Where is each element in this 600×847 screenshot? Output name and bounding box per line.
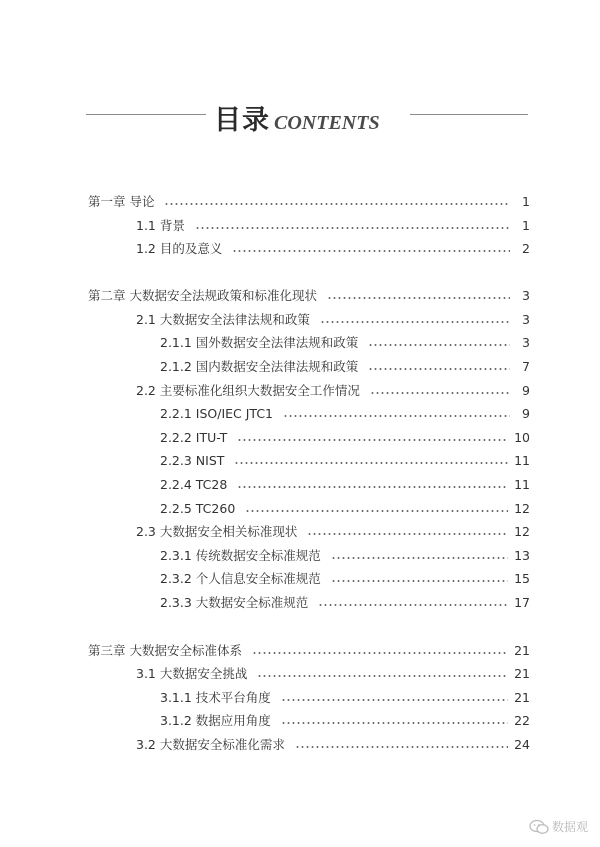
dot-leader [237, 486, 508, 488]
dot-leader [257, 675, 508, 677]
title-english: CONTENTS [274, 112, 380, 134]
toc-page-number: 9 [522, 406, 530, 421]
dot-leader [320, 321, 510, 323]
toc-page-number: 7 [522, 359, 530, 374]
toc-page-number: 21 [514, 643, 530, 658]
toc-label: 3.1.2 数据应用角度 [160, 713, 271, 728]
toc-page-number: 3 [522, 335, 530, 350]
dot-leader [368, 368, 510, 370]
toc-label: 第三章 大数据安全标准体系 [88, 643, 242, 658]
dot-leader [327, 297, 510, 299]
toc-page-number: 9 [522, 383, 530, 398]
dot-leader [281, 699, 508, 701]
toc-page-number: 11 [514, 453, 530, 468]
toc-entry-2-1[interactable] [136, 311, 530, 329]
toc-entry-2-2-3[interactable] [160, 452, 530, 470]
toc-label: 3.1 大数据安全挑战 [136, 666, 248, 681]
toc-entry-2-2-5[interactable] [160, 500, 530, 518]
dot-leader [237, 439, 508, 441]
dot-leader [368, 344, 510, 346]
toc-page-number: 2 [522, 241, 530, 256]
toc-label: 第二章 大数据安全法规政策和标准化现状 [88, 288, 317, 303]
toc-entry-2-1-1[interactable] [160, 334, 530, 352]
toc-page-number: 24 [514, 737, 530, 752]
dot-leader [370, 392, 510, 394]
toc-entry-chapter-3[interactable] [88, 642, 530, 660]
toc-label: 2.1 大数据安全法律法规和政策 [136, 312, 310, 327]
toc-label: 1.2 目的及意义 [136, 241, 223, 256]
toc-entry-3-2[interactable] [136, 736, 530, 754]
watermark [529, 818, 588, 835]
toc-page-number: 15 [514, 571, 530, 586]
wechat-icon [529, 819, 549, 835]
toc-entry-2-3-2[interactable] [160, 570, 530, 588]
toc-entry-3-1-1[interactable] [160, 689, 530, 707]
dot-leader [283, 415, 510, 417]
toc-label: 第一章 导论 [88, 194, 155, 209]
toc-page-number: 13 [514, 548, 530, 563]
toc-page-number: 12 [514, 524, 530, 539]
dot-leader [281, 722, 508, 724]
toc-page-number: 22 [514, 713, 530, 728]
toc-label: 3.1.1 技术平台角度 [160, 690, 271, 705]
toc-entry-2-2-4[interactable] [160, 476, 530, 494]
dot-leader [234, 462, 508, 464]
dot-leader [307, 533, 508, 535]
toc-entry-2-2[interactable] [136, 382, 530, 400]
dot-leader [164, 203, 510, 205]
toc-label: 2.2.4 TC28 [160, 477, 228, 492]
toc-page-number: 11 [514, 477, 530, 492]
toc-label: 1.1 背景 [136, 218, 185, 233]
watermark-text: 数据观 [551, 820, 588, 834]
toc-label: 2.2.5 TC260 [160, 501, 236, 516]
toc-label: 2.2.1 ISO/IEC JTC1 [160, 406, 274, 421]
toc-entry-3-1[interactable] [136, 665, 530, 683]
toc-label: 2.3.2 个人信息安全标准规范 [160, 571, 321, 586]
dot-leader [318, 604, 508, 606]
toc-entry-2-1-2[interactable] [160, 358, 530, 376]
toc-page-number: 21 [514, 666, 530, 681]
toc-label: 2.3 大数据安全相关标准现状 [136, 524, 298, 539]
toc-entry-1-1[interactable] [136, 217, 530, 235]
dot-leader [295, 746, 508, 748]
toc-label: 2.3.3 大数据安全标准规范 [160, 595, 309, 610]
toc-entry-chapter-1[interactable] [88, 193, 530, 211]
toc-label: 2.1.2 国内数据安全法律法规和政策 [160, 359, 359, 374]
toc-entry-2-2-2[interactable] [160, 429, 530, 447]
toc-page-number: 17 [514, 595, 530, 610]
toc-label: 3.2 大数据安全标准化需求 [136, 737, 285, 752]
toc-page-number: 3 [522, 312, 530, 327]
toc-label: 2.2.2 ITU-T [160, 430, 228, 445]
dot-leader [195, 227, 510, 229]
toc-entry-1-2[interactable] [136, 240, 530, 258]
title-chinese: 目录 [214, 105, 270, 136]
toc-page-number: 10 [514, 430, 530, 445]
toc-page-number: 1 [522, 194, 530, 209]
toc-page-number: 21 [514, 690, 530, 705]
toc-page-number: 1 [522, 218, 530, 233]
toc-entry-2-3-1[interactable] [160, 547, 530, 565]
dot-leader [331, 580, 508, 582]
toc-label: 2.2.3 NIST [160, 453, 225, 468]
toc-label: 2.3.1 传统数据安全标准规范 [160, 548, 321, 563]
toc-label: 2.1.1 国外数据安全法律法规和政策 [160, 335, 359, 350]
dot-leader [245, 510, 508, 512]
toc-page-number: 3 [522, 288, 530, 303]
dot-leader [232, 250, 510, 252]
dot-leader [252, 652, 508, 654]
toc-entry-2-3-3[interactable] [160, 594, 530, 612]
toc-entry-3-1-2[interactable] [160, 712, 530, 730]
toc-entry-chapter-2[interactable] [88, 287, 530, 305]
toc-page-number: 12 [514, 501, 530, 516]
toc-entry-2-2-1[interactable] [160, 405, 530, 423]
dot-leader [331, 557, 508, 559]
toc-label: 2.2 主要标准化组织大数据安全工作情况 [136, 383, 360, 398]
toc-entry-2-3[interactable] [136, 523, 530, 541]
